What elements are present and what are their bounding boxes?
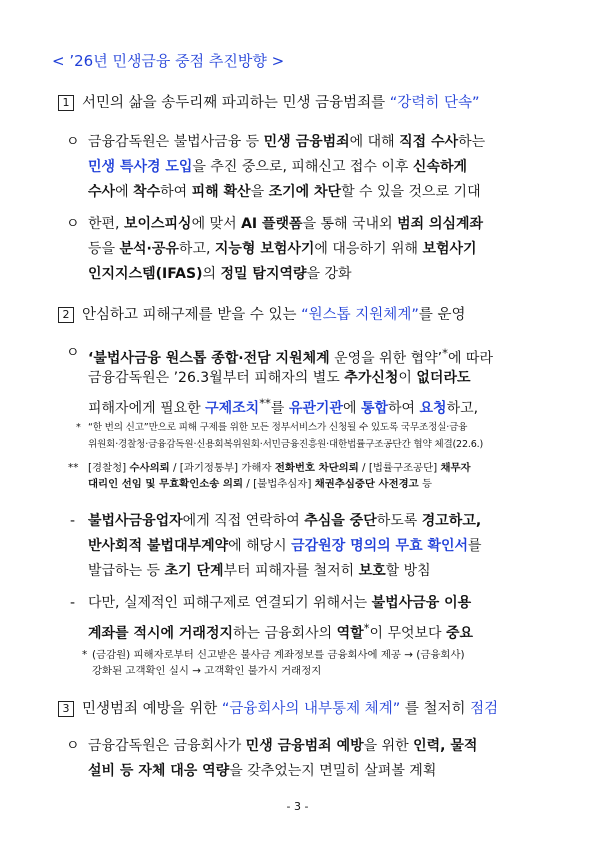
bold-text: 없더라도 bbox=[416, 370, 471, 386]
text: 운영을 위한 협약’ bbox=[329, 350, 443, 367]
bold-text: 추가신청 bbox=[344, 370, 399, 386]
bold-text: 인지지스템(IFAS) bbox=[88, 266, 203, 282]
text: 등 bbox=[418, 478, 433, 490]
paragraph-line bbox=[88, 133, 485, 151]
blue-bold-text: 구제조치 bbox=[205, 400, 260, 417]
bold-text: 전화번호 차단의뢰 bbox=[274, 462, 359, 474]
bold-text: 피해 확산 bbox=[191, 184, 251, 200]
section-3-heading bbox=[58, 700, 498, 718]
text: 하는 bbox=[458, 134, 486, 150]
bullet-marker: ㅇ bbox=[66, 134, 80, 150]
bold-text: 신속하게 bbox=[412, 159, 468, 175]
footnote-line: (금감원) 피해자로부터 신고받은 불사금 계좌정보를 금융회사에 제공 → (금융회사) bbox=[92, 649, 465, 661]
paragraph-line bbox=[88, 344, 493, 368]
text: / [과기정통부] 가해자 bbox=[169, 462, 275, 474]
text: 하고, bbox=[178, 241, 215, 257]
bold-text: 보이스피싱 bbox=[123, 216, 192, 232]
bold-text: 지능형 보험사기 bbox=[214, 241, 315, 257]
paragraph-line bbox=[88, 562, 431, 580]
blue-bold-text: 금감원장 명의의 무효 확인서 bbox=[291, 538, 469, 554]
footnote-line: 강화된 고객확인 실시 → 고객확인 불가시 거래정지 bbox=[92, 665, 322, 677]
text: 할 방침 bbox=[385, 563, 431, 579]
bold-text: 계좌를 적시에 거래정지 bbox=[88, 625, 233, 642]
text: 금융감독원은 불법사금융 등 bbox=[88, 134, 264, 150]
bold-text: 초기 단계 bbox=[164, 563, 224, 579]
heading-text: 서민의 삶을 송두리째 파괴하는 민생 금융범죄를 bbox=[82, 95, 390, 111]
text: 하여 bbox=[388, 400, 420, 417]
text: 금융감독원은 금융회사가 bbox=[88, 738, 246, 754]
heading-text: 안심하고 피해구제를 받을 수 있는 bbox=[82, 307, 302, 323]
text: 의 bbox=[202, 266, 221, 282]
footnote-line: 위원회·경찰청·금융감독원·신용회복위원회·서민금융진흥원·대한법률구조공단간 협약 체결(22.6.) bbox=[88, 439, 484, 450]
bullet-marker: ㅇ bbox=[66, 345, 80, 361]
paragraph-line bbox=[88, 737, 477, 755]
text: 에 맞서 bbox=[191, 216, 242, 232]
footnote-line bbox=[88, 477, 432, 491]
bold-text: 불법사금융업자 bbox=[88, 513, 183, 529]
paragraph-line bbox=[88, 240, 477, 258]
bold-text: 수사의뢰 bbox=[129, 462, 170, 474]
text: [경찰청] bbox=[88, 462, 130, 474]
footnote-mark: ** bbox=[259, 396, 271, 410]
text: / [불법추심자] bbox=[243, 478, 315, 490]
section-1-heading bbox=[58, 94, 479, 112]
bold-text: 대리인 선임 및 무효확인소송 의뢰 bbox=[88, 478, 243, 490]
text: 을 추진 중으로, 피해신고 접수 이후 bbox=[192, 159, 413, 175]
bold-text: ‘불법사금융 원스톱 종합·전담 지원체계 bbox=[88, 350, 330, 367]
paragraph-line bbox=[88, 369, 471, 387]
heading-emphasis: “강력히 단속” bbox=[389, 95, 480, 111]
text: 을 갖추었는지 면밀히 살펴볼 계획 bbox=[229, 763, 437, 779]
section-number-box: 2 bbox=[58, 307, 74, 323]
footnote-mark: * bbox=[442, 346, 448, 360]
bold-text: 설비 등 자체 대응 역량 bbox=[88, 763, 230, 779]
bold-text: 조기에 차단 bbox=[268, 184, 342, 200]
bold-text: 보호 bbox=[358, 563, 386, 579]
paragraph-line bbox=[88, 762, 436, 780]
text: 부터 피해자를 철저히 bbox=[223, 563, 359, 579]
bold-text: 인력, 물적 bbox=[413, 738, 478, 754]
text: 등을 bbox=[88, 241, 120, 257]
dash-marker: - bbox=[70, 513, 76, 529]
bold-text: 정밀 탐지역량 bbox=[220, 266, 307, 282]
paragraph-line bbox=[88, 594, 471, 612]
text: 하도록 bbox=[376, 513, 422, 529]
text: 이 무엇보다 bbox=[369, 625, 446, 642]
text: 다만, 실제적인 피해구제로 연결되기 위해서는 bbox=[88, 595, 372, 611]
blue-bold-text: 통합 bbox=[360, 400, 388, 417]
section-number-box: 3 bbox=[58, 701, 74, 717]
bold-text: 경고하고, bbox=[421, 513, 482, 529]
bold-text: 중요 bbox=[446, 625, 474, 642]
bold-text: 반사회적 불법대부계약 bbox=[88, 538, 229, 554]
page-title: < ’26년 민생금융 중점 추진방향 > bbox=[52, 52, 285, 70]
text: 할 수 있을 것으로 기대 bbox=[341, 184, 481, 200]
footnote-marker: * bbox=[76, 422, 81, 433]
text: 피해자에게 필요한 bbox=[88, 400, 206, 417]
bold-text: 수사 bbox=[88, 184, 116, 200]
blue-bold-text: 요청 bbox=[419, 400, 447, 417]
section-2-heading bbox=[58, 306, 465, 324]
paragraph-line bbox=[88, 265, 352, 283]
text: 을 통해 국내외 bbox=[302, 216, 398, 232]
text: 에게 직접 연락하여 bbox=[182, 513, 305, 529]
bold-text: 채권추심중단 사전경고 bbox=[314, 478, 419, 490]
text: 을 위한 bbox=[363, 738, 414, 754]
blue-bold-text: 유관기관 bbox=[288, 400, 343, 417]
text: 를 bbox=[270, 400, 289, 417]
text: 이 bbox=[398, 370, 417, 386]
paragraph-line bbox=[88, 512, 481, 530]
bold-text: 역할 bbox=[336, 625, 364, 642]
bold-text: 분석·공유 bbox=[119, 241, 179, 257]
bold-text: 착수 bbox=[133, 184, 161, 200]
text: 금융감독원은 ’26.3월부터 피해자의 별도 bbox=[88, 370, 345, 386]
text: 에 bbox=[342, 400, 361, 417]
heading-emphasis: “원스톱 지원체계” bbox=[301, 307, 419, 323]
footnote-mark: * bbox=[363, 621, 370, 635]
text: 를 bbox=[468, 538, 482, 554]
bold-text: 보험사기 bbox=[422, 241, 477, 257]
bullet-marker: ㅇ bbox=[66, 216, 80, 232]
bullet-marker: ㅇ bbox=[66, 738, 80, 754]
text: 발급하는 등 bbox=[88, 563, 165, 579]
text: / [법률구조공단] bbox=[358, 462, 441, 474]
page-number: - 3 - bbox=[286, 800, 309, 813]
bold-text: 불법사금융 이용 bbox=[371, 595, 472, 611]
bold-text: 민생 금융범죄 예방 bbox=[245, 738, 364, 754]
paragraph-line bbox=[88, 537, 482, 555]
heading-text: 민생범죄 예방을 위한 bbox=[82, 701, 222, 717]
blue-bold-text: 민생 특사경 도입 bbox=[88, 159, 193, 175]
paragraph-line bbox=[88, 215, 483, 233]
bold-text: 직접 수사 bbox=[399, 134, 459, 150]
paragraph-line bbox=[88, 183, 481, 201]
heading-emphasis: 점검 bbox=[470, 701, 499, 717]
text: 을 강화 bbox=[306, 266, 352, 282]
footnote-line bbox=[88, 461, 471, 475]
footnote-line: “한 번의 신고”만으로 피해 구제를 위한 모든 정부서비스가 신청될 수 있도록 국무조정실·금융 bbox=[88, 422, 468, 433]
bold-text: AI 플랫폼 bbox=[241, 216, 303, 232]
paragraph-line bbox=[88, 394, 478, 418]
dash-marker: - bbox=[70, 595, 76, 611]
text: 하고, bbox=[446, 400, 479, 417]
paragraph-line bbox=[88, 619, 473, 643]
text: 하는 금융회사의 bbox=[233, 625, 337, 642]
bold-text: 범죄 의심계좌 bbox=[397, 216, 484, 232]
footnote-marker: ** bbox=[68, 462, 79, 474]
bold-text: 채무자 bbox=[440, 462, 471, 474]
text: 에 해당시 bbox=[228, 538, 292, 554]
text: 에 대응하기 위해 bbox=[314, 241, 423, 257]
text: 을 bbox=[250, 184, 269, 200]
text: 에 따라 bbox=[447, 350, 493, 367]
heading-text: 를 철저히 bbox=[400, 701, 471, 717]
paragraph-line bbox=[88, 158, 467, 176]
text: 한편, bbox=[88, 216, 124, 232]
heading-emphasis: “금융회사의 내부통제 체계” bbox=[221, 701, 401, 717]
footnote-marker: * bbox=[82, 649, 88, 661]
bold-text: 추심을 중단 bbox=[304, 513, 377, 529]
text: 에 대해 bbox=[349, 134, 400, 150]
text: 하여 bbox=[160, 184, 192, 200]
heading-text: 를 운영 bbox=[418, 307, 466, 323]
text: 에 bbox=[115, 184, 134, 200]
section-number-box: 1 bbox=[58, 95, 74, 111]
bold-text: 민생 금융범죄 bbox=[263, 134, 350, 150]
